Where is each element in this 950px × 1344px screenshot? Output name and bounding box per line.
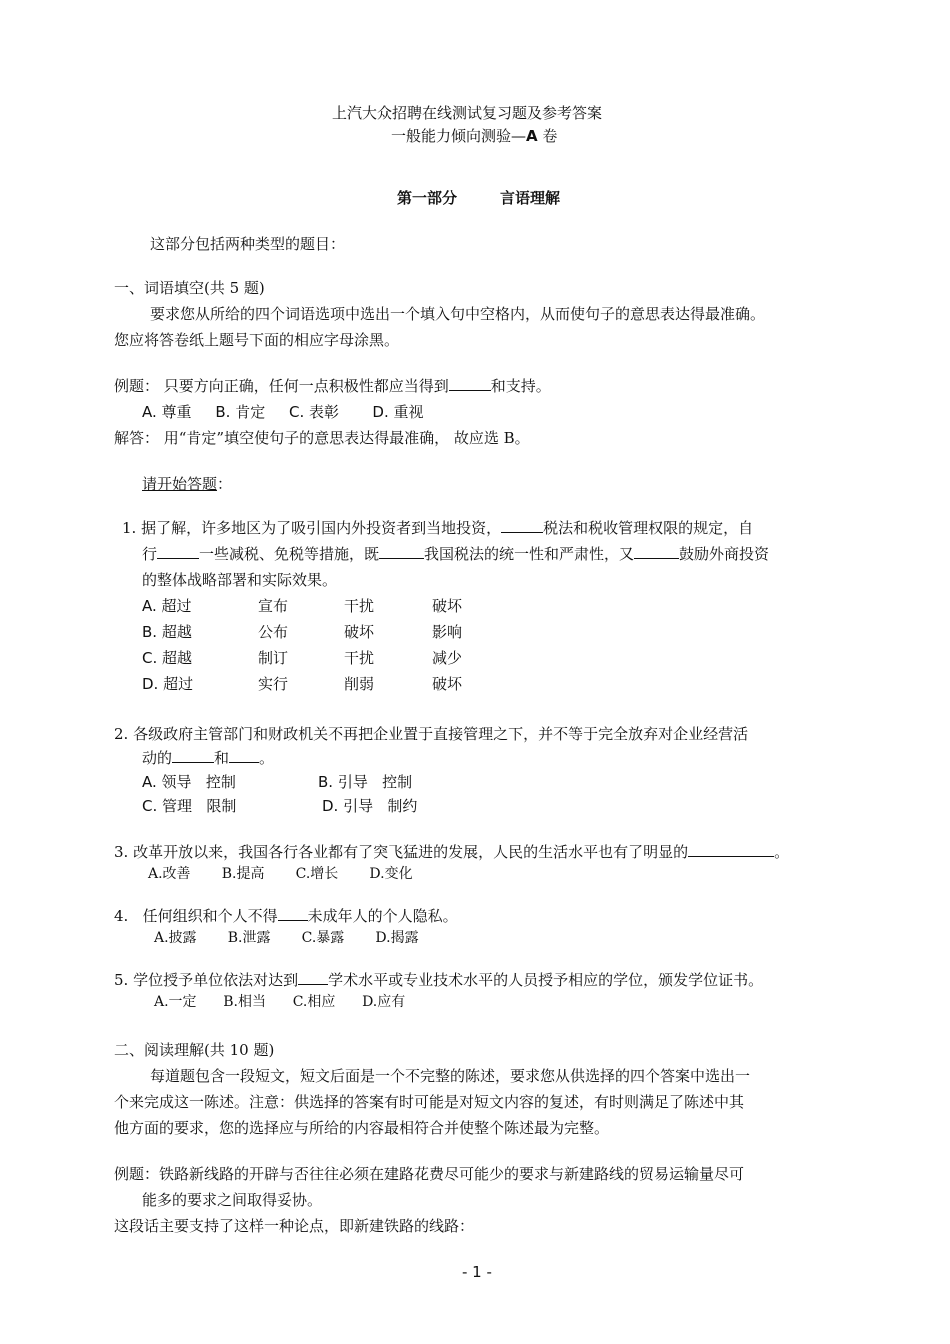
section-name: 言语理解 xyxy=(500,189,561,207)
q1-line-1: 1. 据了解，许多地区为了吸引国内外投资者到当地投资， 税法和税收管理权限的规定，自 xyxy=(122,519,754,537)
q2-option-d: D. 引导 制约 xyxy=(322,797,418,815)
q1-option-c-letter: C. 超越 xyxy=(142,649,193,667)
fill-instruction-emphasis: 从而使句子的意思表达得最准确 xyxy=(540,305,751,323)
q3-text: 3. 改革开放以来，我国各行各业都有了突飞猛进的发展，人民的生活水平也有了明显的 。 xyxy=(114,843,790,861)
q1-option-c-w1: 制订 xyxy=(258,649,289,667)
q2-option-a: A. 领导 控制 xyxy=(142,773,236,791)
q1-option-c-w2: 干扰 xyxy=(344,649,375,667)
blank-line xyxy=(229,748,259,763)
blank-line xyxy=(379,544,424,559)
blank-line xyxy=(449,376,491,391)
q1-option-b-w3: 影响 xyxy=(432,623,463,641)
doc-subtitle xyxy=(391,126,557,146)
q1-option-a-w1: 宣布 xyxy=(258,597,289,615)
q1-option-d-w3: 破坏 xyxy=(432,675,463,693)
q1-option-d-w1: 实行 xyxy=(258,675,289,693)
blank-line xyxy=(688,842,774,857)
q1-option-a-letter: A. 超过 xyxy=(142,597,192,615)
q5-text: 5. 学位授予单位依法对达到 学术水平或专业技术水平的人员授予相应的学位，颁发学位证书。 xyxy=(114,971,764,989)
q2-option-b: B. 引导 控制 xyxy=(318,773,413,791)
q5-options: A.一定 B.相当 C.相应 D.应有 xyxy=(154,994,406,1010)
q4-text: 4. 任何组织和个人不得 未成年人的个人隐私。 xyxy=(114,907,458,925)
q1-option-b-letter: B. 超越 xyxy=(142,623,192,641)
blank-line xyxy=(157,544,199,559)
reading-example-3: 这段话主要支持了这样一种论点，即新建铁路的线路： xyxy=(114,1217,475,1235)
blank-line xyxy=(634,544,679,559)
q3-options: A.改善 B.提高 C.增长 D.变化 xyxy=(148,866,413,882)
q1-option-c-w3: 减少 xyxy=(432,649,463,667)
q1-line-2: 行 一些减税、免税等措施，既 我国税法的统一性和严肃性，又 鼓励外商投资 xyxy=(142,545,770,563)
fill-instruction-1: 要求您从所给的四个词语选项中选出一个填入句中空格内，从而使句子的意思表达得最准确。 xyxy=(150,305,766,323)
subtitle-text: 一般能力倾向测验— xyxy=(391,127,527,145)
example-question: 例题： 只要方向正确，任何一点积极性都应当得到 和支持。 xyxy=(114,377,551,395)
reading-instruction-3: 他方面的要求，您的选择应与所给的内容最相符合并使整个陈述最为完整。 xyxy=(114,1119,610,1137)
subtitle-paper-letter: A xyxy=(526,127,538,145)
q2-line-2: 动的 和 。 xyxy=(142,749,275,767)
reading-example-1: 例题：铁路新线路的开辟与否往往必须在建路花费尽可能少的要求与新建路线的贸易运输量尽可 xyxy=(114,1165,745,1183)
q2-option-c: C. 管理 限制 xyxy=(142,797,237,815)
reading-heading: 二、阅读理解(共 10 题) xyxy=(114,1041,275,1059)
q1-option-a-w2: 干扰 xyxy=(344,597,375,615)
q1-option-d-letter: D. 超过 xyxy=(142,675,194,693)
q2-line-1: 2. 各级政府主管部门和财政机关不再把企业置于直接管理之下，并不等于完全放弃对企业经营活 xyxy=(114,725,749,743)
subtitle-suffix: 卷 xyxy=(537,127,558,145)
q1-option-b-w1: 公布 xyxy=(258,623,289,641)
blank-line xyxy=(278,906,308,921)
fill-instruction-2: 您应将答卷纸上题号下面的相应字母涂黑。 xyxy=(114,331,400,349)
reading-instruction-1: 每道题包含一段短文，短文后面是一个不完整的陈述，要求您从供选择的四个答案中选出一 xyxy=(150,1067,751,1085)
q1-line-3: 的整体战略部署和实际效果。 xyxy=(142,571,338,589)
blank-line xyxy=(298,970,328,985)
q4-options: A.披露 B.泄露 C.暴露 D.揭露 xyxy=(154,930,419,946)
example-answer: 解答： 用“肯定”填空使句子的意思表达得最准确， 故应选 B。 xyxy=(114,429,530,447)
doc-title: 上汽大众招聘在线测试复习题及参考答案 xyxy=(332,104,603,122)
q1-option-d-w2: 削弱 xyxy=(344,675,375,693)
page-number: - 1 - xyxy=(462,1263,492,1281)
blank-line xyxy=(172,748,214,763)
reading-instruction-2: 个来完成这一陈述。注意：供选择的答案有时可能是对短文内容的复述，有时则满足了陈述中其 xyxy=(114,1093,745,1111)
q1-option-b-w2: 破坏 xyxy=(344,623,375,641)
start-prompt: 请开始答题： xyxy=(142,475,233,493)
q1-option-a-w3: 破坏 xyxy=(432,597,463,615)
reading-example-2: 能多的要求之间取得妥协。 xyxy=(142,1191,323,1209)
example-options: A. 尊重 B. 肯定 C. 表彰 D. 重视 xyxy=(142,403,424,421)
section-intro: 这部分包括两种类型的题目： xyxy=(150,235,346,253)
fill-heading: 一、词语填空(共 5 题) xyxy=(114,279,265,297)
blank-line xyxy=(501,518,543,533)
section-part-label: 第一部分 xyxy=(397,189,458,207)
